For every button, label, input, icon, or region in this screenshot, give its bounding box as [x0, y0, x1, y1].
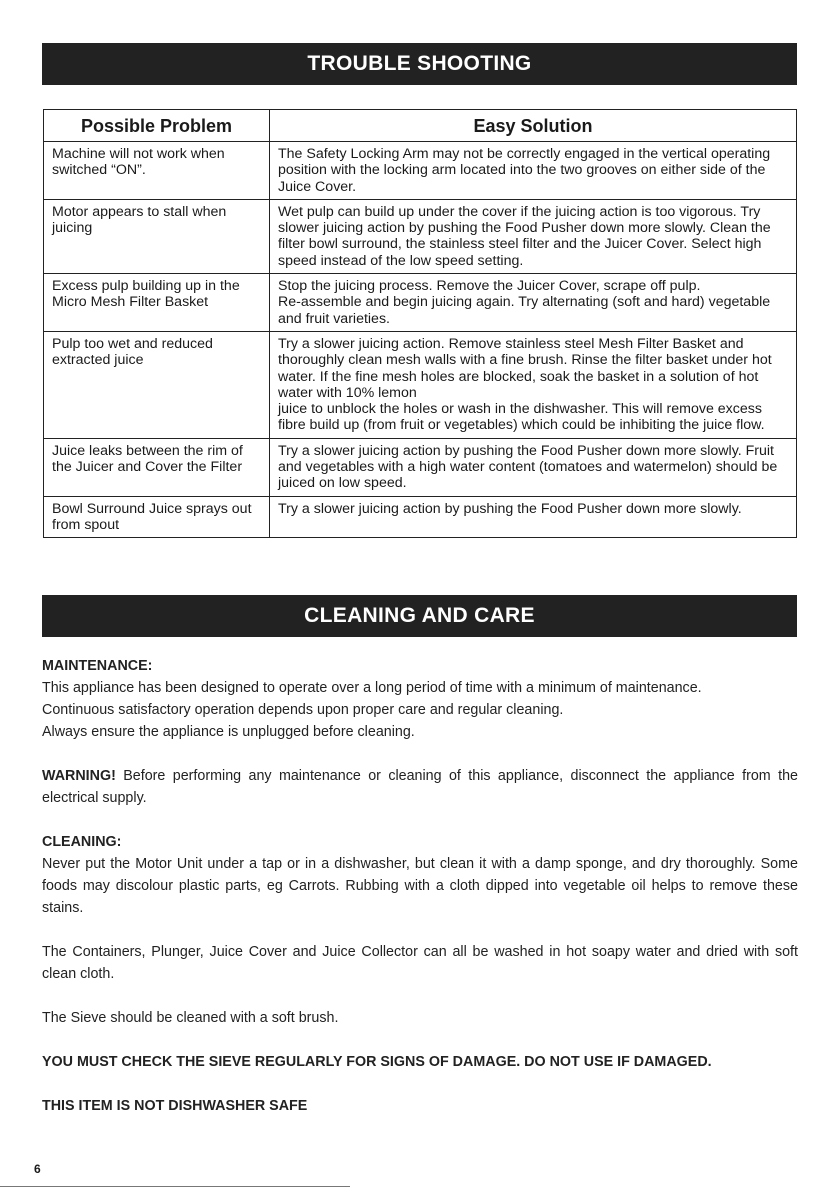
maintenance-heading: MAINTENANCE:: [42, 658, 153, 674]
table-row: [44, 142, 797, 200]
solution-cell: The Safety Locking Arm may not be correctly engaged in the vertical operating position with the locking arm located into the two grooves on either side of the Juice Cover.: [270, 142, 797, 200]
maintenance-line: Always ensure the appliance is unplugged before cleaning.: [42, 724, 415, 740]
column-header-problem: Possible Problem: [44, 110, 270, 142]
table-row: [44, 331, 797, 438]
warning-label: WARNING!: [42, 768, 116, 784]
table-row: [44, 496, 797, 538]
maintenance-line: This appliance has been designed to operate over a long period of time with a minimum of maintenance.: [42, 680, 702, 696]
solution-cell: Wet pulp can build up under the cover if the juicing action is too vigorous. Try slower juicing action by pushing the Food Pusher down more slowly. Clean the filter bowl surround, the stainless steel filter and the Juicer Cover. Select high speed instead of the low speed setting.: [270, 199, 797, 273]
dishwasher-note: THIS ITEM IS NOT DISHWASHER SAFE: [42, 1098, 308, 1114]
warning-paragraph: [42, 765, 798, 809]
column-header-solution: Easy Solution: [270, 110, 797, 142]
warning-text: Before performing any maintenance or cleaning of this appliance, disconnect the appliance from the electrical supply.: [42, 768, 798, 806]
troubleshooting-banner: TROUBLE SHOOTING: [42, 43, 797, 85]
problem-cell: Bowl Surround Juice sprays out from spout: [44, 496, 270, 538]
containers-text: The Containers, Plunger, Juice Cover and Juice Collector can all be washed in hot soapy water and dried with soft clean cloth.: [42, 944, 798, 982]
problem-cell: Excess pulp building up in the Micro Mesh Filter Basket: [44, 274, 270, 332]
table-row: [44, 438, 797, 496]
table-row: [44, 274, 797, 332]
troubleshooting-table: [43, 109, 797, 538]
table-header-row: [44, 110, 797, 142]
maintenance-line: Continuous satisfactory operation depends upon proper care and regular cleaning.: [42, 702, 564, 718]
cleaning-section: [42, 655, 798, 1117]
solution-cell: Try a slower juicing action. Remove stainless steel Mesh Filter Basket and thoroughly clean mesh walls with a fine brush. Rinse the filter basket under hot water. If the fine mesh holes are blocked, soak the basket in a solution of hot water with 10% lemon juice to unblock the holes or wash in the dishwasher. This will remove excess fibre build up (from fruit or vegetables) which could be inhibiting the juice flow.: [270, 331, 797, 438]
solution-cell: Try a slower juicing action by pushing the Food Pusher down more slowly. Fruit and vegetables with a high water content (tomatoes and watermelon) should be juiced on low speed.: [270, 438, 797, 496]
table-row: [44, 199, 797, 273]
cleaning-heading: CLEANING:: [42, 834, 122, 850]
solution-cell: Try a slower juicing action by pushing the Food Pusher down more slowly.: [270, 496, 797, 538]
cleaning-text: Never put the Motor Unit under a tap or in a dishwasher, but clean it with a damp sponge, and dry thoroughly. Some foods may discolour plastic parts, eg Carrots. Rubbing with a cloth dipped into vegetable oil helps to remove these stains.: [42, 856, 798, 916]
cleaning-banner: CLEANING AND CARE: [42, 595, 797, 637]
problem-cell: Juice leaks between the rim of the Juicer and Cover the Filter: [44, 438, 270, 496]
solution-cell: Stop the juicing process. Remove the Juicer Cover, scrape off pulp. Re-assemble and begin juicing again. Try alternating (soft and hard) vegetable and fruit varieties.: [270, 274, 797, 332]
problem-cell: Motor appears to stall when juicing: [44, 199, 270, 273]
sieve-text: The Sieve should be cleaned with a soft brush.: [42, 1010, 339, 1026]
problem-cell: Pulp too wet and reduced extracted juice: [44, 331, 270, 438]
problem-cell: Machine will not work when switched “ON”.: [44, 142, 270, 200]
sieve-warning: YOU MUST CHECK THE SIEVE REGULARLY FOR SIGNS OF DAMAGE. DO NOT USE IF DAMAGED.: [42, 1054, 712, 1070]
footer-rule: [0, 1186, 350, 1187]
page-number: 6: [34, 1162, 41, 1176]
